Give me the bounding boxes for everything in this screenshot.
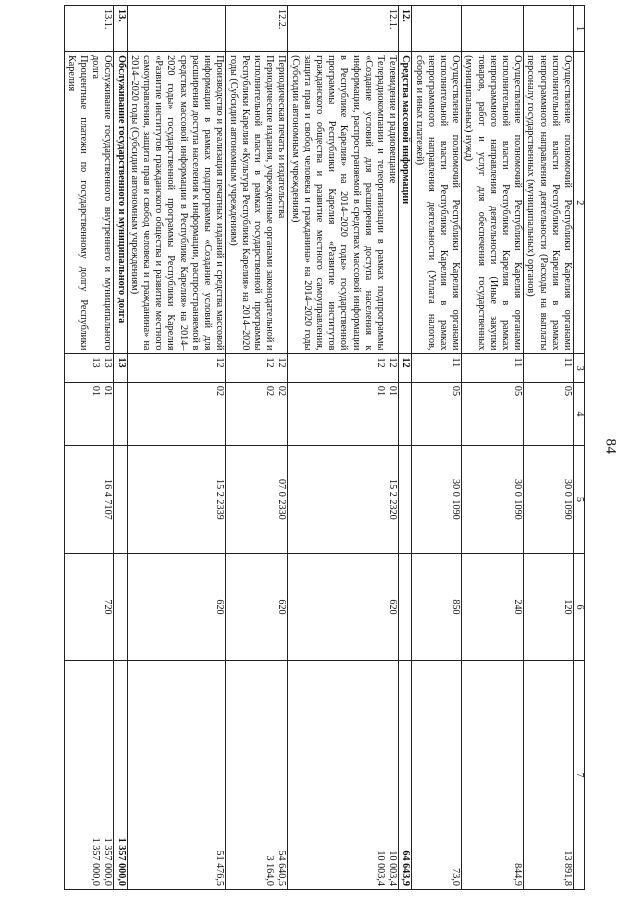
target-article-cell: 30 0 1090 <box>524 445 574 553</box>
description-line: Телевидение и радиовещание <box>387 55 399 184</box>
amount-cell: 51 476,5 <box>127 661 226 890</box>
target-article-cell <box>114 445 127 553</box>
subsection-code-cell <box>399 382 412 445</box>
row-number-cell: 13.1. <box>64 6 114 52</box>
amount-line: 10 003,4 <box>374 850 386 886</box>
expense-type-cell <box>288 553 399 660</box>
section-code-line: 13 <box>102 357 114 368</box>
header-col-2: 2 <box>574 52 585 354</box>
amount-cell: 73,0 <box>412 661 462 890</box>
expense-type-cell: 620 <box>127 553 226 660</box>
description-cell <box>288 52 399 354</box>
amount-cell <box>226 661 288 890</box>
description-cell: Осуществление полномочий Республики Карелия органами исполнительной власти Республики Карелия в рамках непрограммного направления деятельности (Иные закупки товаров, работ и услуг для обеспечения государственных (муниципальных) нужд) <box>462 52 524 354</box>
description-line: Периодические издания, учрежденные органами законодательной и исполнительной власти в рамках государственной программы Республики Карелия «Культура Республики Карелия» на 2014–2020 годы (Субсидии автономным учреждениям) <box>227 55 276 351</box>
description-cell: Осуществление полномочий Республики Карелия органами исполнительной власти Республики Карелия в рамках непрограммного направления деятельности (Уплата налогов, сборов и иных платежей) <box>412 52 462 354</box>
subsection-code-cell <box>64 382 114 445</box>
section-code-cell: 12 <box>399 354 412 382</box>
section-code-cell: 11 <box>462 354 524 382</box>
subsection-code-cell <box>288 382 399 445</box>
target-article-cell <box>288 445 399 553</box>
table-row <box>462 6 524 890</box>
subsection-code-line: 02 <box>264 385 276 397</box>
subsection-code-line: 01 <box>90 385 102 397</box>
row-number-cell <box>524 6 574 52</box>
header-col-7: 7 <box>574 661 585 890</box>
amount-line: 1 357 000,0 <box>90 837 102 886</box>
header-col-4: 4 <box>574 382 585 445</box>
amount-cell <box>64 661 114 890</box>
table-row <box>524 6 574 890</box>
table-row <box>412 6 462 890</box>
target-article-cell: 15 2 2339 <box>127 445 226 553</box>
description-cell <box>64 52 114 354</box>
table-row <box>226 6 288 890</box>
target-article-line: 15 2 2320 <box>387 479 399 520</box>
subsection-code-cell: 02 <box>127 382 226 445</box>
target-article-cell <box>399 445 412 553</box>
row-number-cell <box>462 6 524 52</box>
expense-type-cell <box>64 553 114 660</box>
expense-type-cell: 120 <box>524 553 574 660</box>
section-code-cell: 13 <box>114 354 127 382</box>
expense-type-cell: 850 <box>412 553 462 660</box>
section-code-cell <box>64 354 114 382</box>
section-code-line: 12 <box>387 357 399 368</box>
expense-type-cell <box>399 553 412 660</box>
subsection-code-cell: 05 <box>524 382 574 445</box>
section-code-line: 12 <box>264 357 276 368</box>
subsection-code-line: 01 <box>387 385 399 397</box>
expense-type-cell <box>114 553 127 660</box>
header-col-6: 6 <box>574 553 585 660</box>
amount-line: 10 003,4 <box>387 850 399 886</box>
amount-cell <box>288 661 399 890</box>
table-header-row <box>574 6 585 890</box>
rotated-table-container <box>50 5 585 890</box>
description-cell <box>226 52 288 354</box>
header-col-5: 5 <box>574 445 585 553</box>
row-number-cell: 12. <box>399 6 412 52</box>
header-col-3: 3 <box>574 354 585 382</box>
expense-type-line: 620 <box>387 599 399 615</box>
expense-type-line: 620 <box>276 599 288 615</box>
expense-type-cell <box>226 553 288 660</box>
row-number-cell: 12.2. <box>226 6 288 52</box>
subsection-code-line: 02 <box>276 385 288 397</box>
row-number-cell: 13. <box>114 6 127 52</box>
amount-cell: 64 643,9 <box>399 661 412 890</box>
target-article-line: 16 4 7107 <box>102 479 114 520</box>
amount-cell: 13 891,8 <box>524 661 574 890</box>
section-code-cell <box>226 354 288 382</box>
target-article-cell <box>226 445 288 553</box>
row-number-cell: 12.1. <box>288 6 399 52</box>
target-article-cell: 30 0 1090 <box>462 445 524 553</box>
description-line: Процентные платежи по государственному долгу Республики Карелия <box>65 55 90 351</box>
table-row <box>288 6 399 890</box>
amount-cell: 844,9 <box>462 661 524 890</box>
section-code-cell: 11 <box>524 354 574 382</box>
budget-table <box>64 5 585 890</box>
section-code-line: 13 <box>90 357 102 368</box>
amount-line: 54 640,5 <box>276 850 288 886</box>
page-number: 84 <box>602 438 619 455</box>
subsection-code-line: 01 <box>102 385 114 397</box>
subsection-code-cell: 05 <box>462 382 524 445</box>
subsection-code-cell <box>226 382 288 445</box>
header-col-1: 1 <box>574 6 585 52</box>
subsection-code-cell <box>114 382 127 445</box>
amount-line: 1 357 000,0 <box>102 837 114 886</box>
amount-line: 3 164,0 <box>264 855 276 886</box>
subsection-code-cell: 05 <box>412 382 462 445</box>
row-number-cell <box>127 6 226 52</box>
section-code-line: 12 <box>276 357 288 368</box>
description-cell: Средства массовой информации <box>399 52 412 354</box>
section-code-cell: 11 <box>412 354 462 382</box>
row-number-cell <box>412 6 462 52</box>
section-code-cell: 12 <box>127 354 226 382</box>
target-article-line: 07 0 2330 <box>276 479 288 520</box>
amount-cell: 1 357 000,0 <box>114 661 127 890</box>
section-code-cell <box>288 354 399 382</box>
table-row <box>127 6 226 890</box>
description-cell: Осуществление полномочий Республики Карелия органами исполнительной власти Республики Карелия в рамках непрограммного направления деятельности (Расходы на выплаты персоналу государственных (муниципальных) органов) <box>524 52 574 354</box>
table-row <box>64 6 114 890</box>
table-row <box>114 6 127 890</box>
table-row <box>399 6 412 890</box>
description-line: Телерадиокомпании и телеорганизации в рамках подпрограммы «Создание условий для расширения доступа населения к информации, распространяемой в средствах массовой информации в Республике Карелия» на 2014–2020 годы» государственной программы Республики Карелия «Развитие институтов гражданского общества и развитие местного самоуправления, защита прав и свобод человека и гражданина» на 2014–2020 годы (Субсидии автономным учреждениям) <box>289 55 386 351</box>
subsection-code-line: 01 <box>374 385 386 397</box>
description-cell: Производство и реализация печатных изданий и средства массовой информации в рамках подпрограммы «Создание условий для расширения доступа населения к информации, распространяемой в средствах массовой информации в Республике Карелия» на 2014–2020 годы» государственной программы Республики Карелия «Развитие институтов гражданского общества и развитие местного самоуправления, защита прав и свобод человека и гражданина» на 2014–2020 годы (Субсидии автономным учреждениям) <box>127 52 226 354</box>
description-line: Периодическая печать и издательства <box>276 55 288 219</box>
expense-type-line: 720 <box>102 599 114 615</box>
section-code-line: 12 <box>374 357 386 368</box>
target-article-cell: 30 0 1090 <box>412 445 462 553</box>
expense-type-cell: 240 <box>462 553 524 660</box>
description-line: Обслуживание государственного внутреннего и муниципального долга <box>90 55 114 351</box>
target-article-cell <box>64 445 114 553</box>
description-cell: Обслуживание государственного и муниципального долга <box>114 52 127 354</box>
